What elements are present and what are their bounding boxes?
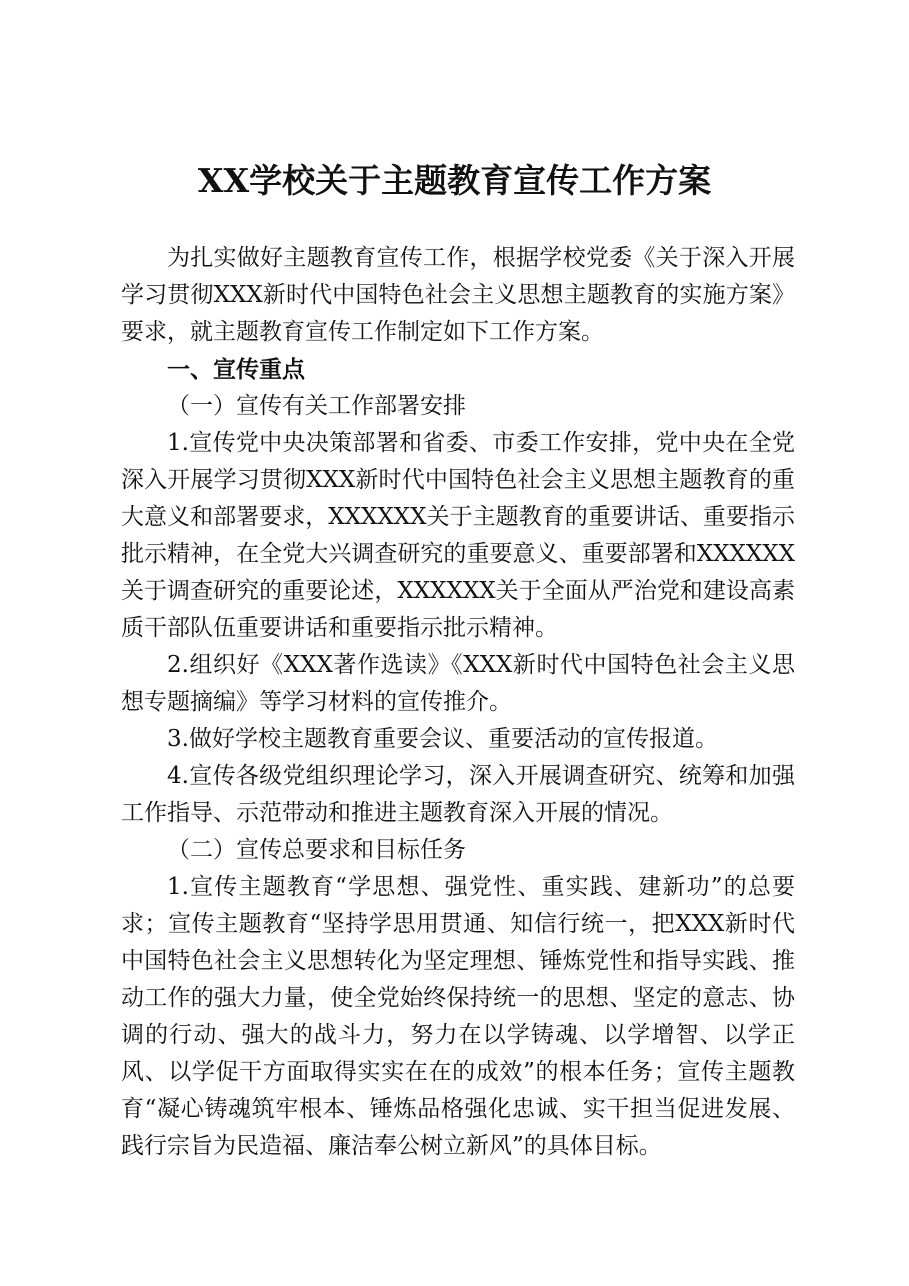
list-item: 1.宣传主题教育“学思想、强党性、重实践、建新功”的总要求；宣传主题教育“坚持学思用贯通、知信行统一，把XXX新时代中国特色社会主义思想转化为坚定理想、锤炼党性和指导实践、推动工作的强大力量，使全党始终保持统一的思想、坚定的意志、协调的行动、强大的战斗力，努力在以学铸魂、以学增智、以学正风、以学促干方面取得实实在在的成效”的根本任务；宣传主题教育“凝心铸魂筑牢根本、锤炼品格强化忠诚、实干担当促进发展、践行宗旨为民造福、廉洁奉公树立新风”的具体目标。 [121, 874, 795, 1159]
list-item: 1.宣传党中央决策部署和省委、市委工作安排，党中央在全党深入开展学习贯彻XXX新时代中国特色社会主义思想主题教育的重大意义和部署要求，XXXXXX关于主题教育的重要讲话、重要指示批示精神，在全党大兴调查研究的重要意义、重要部署和XXXXXX关于调查研究的重要论述，XXXXXX关于全面从严治党和建设高素质干部队伍重要讲话和重要指示批示精神。 [121, 430, 795, 641]
list-item: 4.宣传各级党组织理论学习，深入开展调查研究、统筹和加强工作指导、示范带动和推进主题教育深入开展的情况。 [121, 763, 795, 826]
list-item: 2.组织好《XXX著作选读》《XXX新时代中国特色社会主义思想专题摘编》等学习材料的宣传推介。 [121, 652, 795, 715]
intro-paragraph: 为扎实做好主题教育宣传工作，根据学校党委《关于深入开展学习贯彻XXX新时代中国特色社会主义思想主题教育的实施方案》要求，就主题教育宣传工作制定如下工作方案。 [121, 245, 795, 345]
subsection-heading-general-requirements: （二）宣传总要求和目标任务 [167, 837, 466, 863]
document-body [121, 240, 795, 1165]
list-item: 3.做好学校主题教育重要会议、重要活动的宣传报道。 [167, 726, 718, 752]
subsection-heading-work-deployment: （一）宣传有关工作部署安排 [167, 393, 466, 419]
section-heading-publicity-focus: 一、宣传重点 [167, 356, 305, 383]
document-title: XX学校关于主题教育宣传工作方案 [197, 161, 712, 200]
